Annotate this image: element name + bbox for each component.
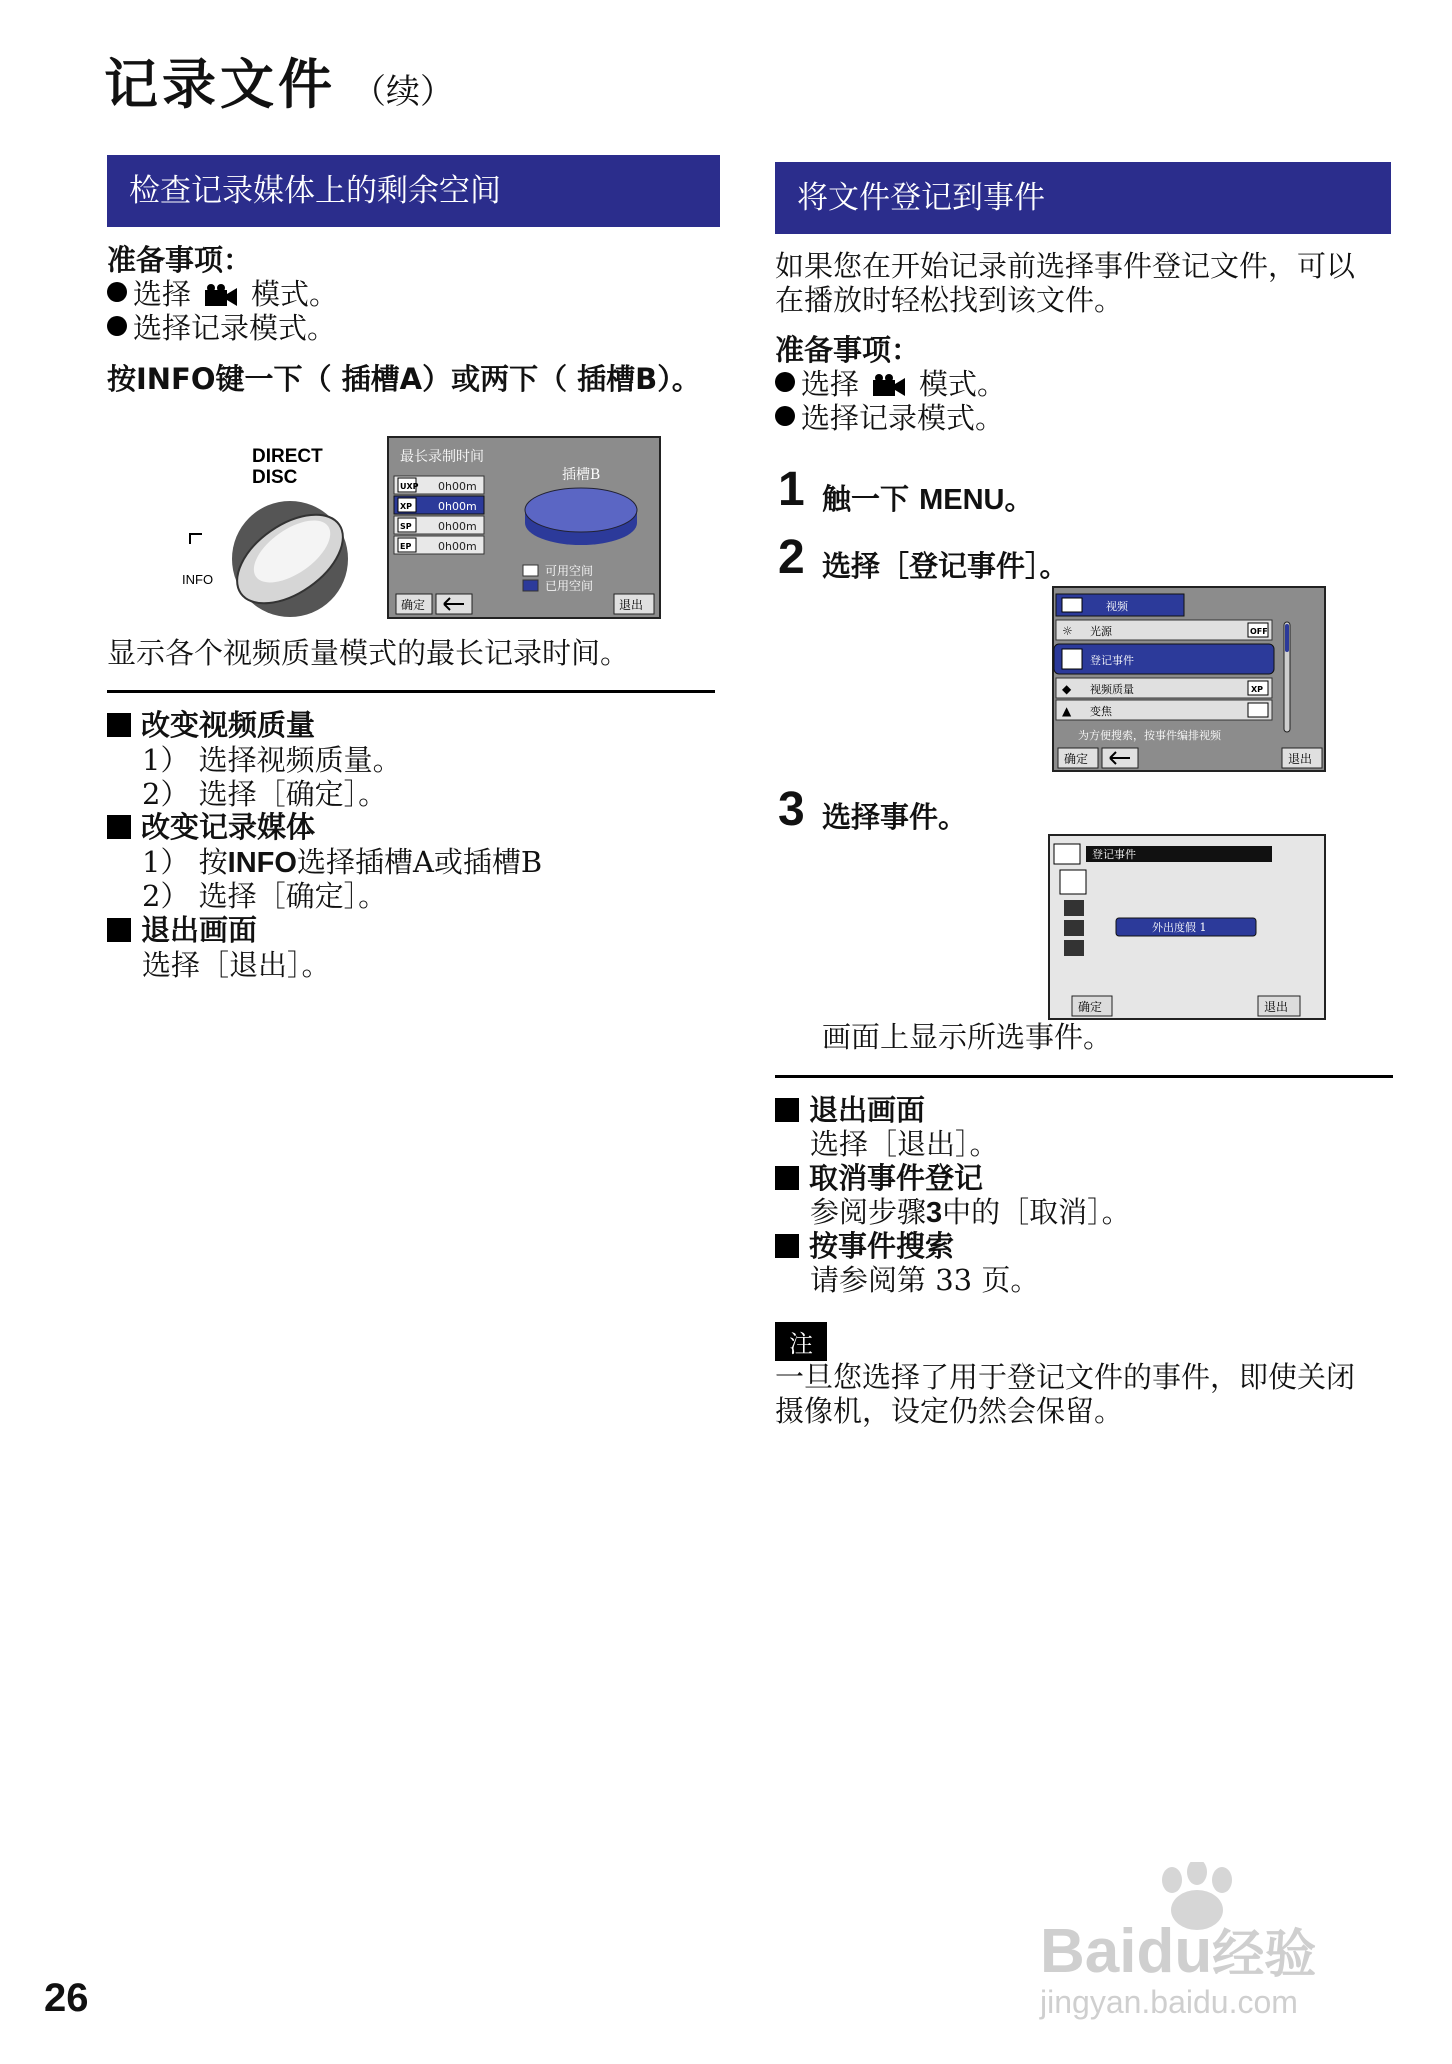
left-section-2-line-1: 1） 按INFO选择插槽A或插槽B <box>142 845 543 879</box>
bullet-icon <box>107 282 127 302</box>
left-caption: 显示各个视频质量模式的最长记录时间。 <box>107 636 630 670</box>
step-2-number: 2 <box>778 531 805 584</box>
legend-used-swatch <box>523 580 538 591</box>
info-button-figure <box>178 432 668 622</box>
palm-tree-icon <box>1060 870 1086 894</box>
right-section-3-title: 按事件搜索 <box>775 1229 954 1263</box>
slot-label: 插槽B <box>562 467 601 483</box>
info-pointer <box>190 534 202 544</box>
square-bullet-icon <box>107 713 131 737</box>
ok-label: 确定 <box>1064 752 1089 766</box>
left-prep-title: 准备事项： <box>107 243 253 277</box>
step-1-number: 1 <box>778 463 805 516</box>
left-prep-item-1: 选择 模式。 <box>107 277 338 311</box>
menu-item-label: 变焦 <box>1090 705 1112 718</box>
left-prep-item-2: 选择记录模式。 <box>107 311 336 345</box>
register-event-icon <box>1062 649 1082 669</box>
square-bullet-icon <box>775 1234 799 1258</box>
right-section-1-line: 选择［退出］。 <box>810 1127 999 1161</box>
right-intro-line-2: 在播放时轻松找到该文件。 <box>775 283 1124 317</box>
event-icon-3 <box>1064 920 1084 936</box>
screen-title: 最长录制时间 <box>400 449 484 465</box>
ok-label: 确定 <box>401 598 426 612</box>
step-3-number: 3 <box>778 783 805 836</box>
quality-value: XP <box>1251 685 1264 694</box>
right-divider <box>775 1075 1393 1078</box>
square-bullet-icon <box>107 918 131 942</box>
legend-used-label: 已用空间 <box>545 579 594 593</box>
left-section-2-line-2: 2） 选择［确定］。 <box>142 879 388 913</box>
right-prep-item-1: 选择 模式。 <box>775 367 1006 401</box>
page-title: 记录文件 （续） <box>104 53 454 116</box>
bullet-icon <box>775 372 795 392</box>
legend-free-swatch <box>523 565 538 576</box>
left-section-2-title: 改变记录媒体 <box>107 810 315 844</box>
square-bullet-icon <box>775 1098 799 1122</box>
mode-label: UXP <box>400 482 419 491</box>
time-label: 0h00m <box>438 520 477 533</box>
event-screen-title: 登记事件 <box>1092 848 1136 861</box>
bullet-icon <box>107 316 127 336</box>
mode-label: SP <box>400 522 412 531</box>
step-3-text: 选择事件。 <box>822 800 968 834</box>
selected-event-label: 外出度假 1 <box>1152 921 1207 934</box>
right-section-header: 将文件登记到事件 <box>775 162 1391 234</box>
mode-label: XP <box>400 502 413 511</box>
page-number: 26 <box>44 1976 89 2020</box>
time-label: 0h00m <box>438 480 477 493</box>
left-section-1-line-2: 2） 选择［确定］。 <box>142 777 388 811</box>
left-section-1-line-1: 1） 选择视频质量。 <box>142 743 402 777</box>
disc-label: DISC <box>252 467 298 488</box>
time-label: 0h00m <box>438 500 477 513</box>
event-screen <box>1048 834 1326 1020</box>
event-icon-4 <box>1064 940 1084 956</box>
watermark-url: jingyan.baidu.com <box>1040 1984 1298 2020</box>
note-line-2: 摄像机，设定仍然会保留。 <box>775 1394 1124 1428</box>
direct-label: DIRECT <box>252 446 323 467</box>
left-section-1-title: 改变视频质量 <box>107 708 315 742</box>
light-value: OFF <box>1250 627 1268 636</box>
menu-item-label: 登记事件 <box>1090 654 1134 667</box>
baidu-watermark <box>1040 1862 1400 2022</box>
event-icon-2 <box>1064 900 1084 916</box>
ok-label: 确定 <box>1078 1000 1103 1014</box>
right-prep-item-2: 选择记录模式。 <box>775 401 1004 435</box>
video-camera-icon <box>205 284 237 306</box>
menu-list <box>1054 620 1274 720</box>
light-icon: ☼ <box>1062 624 1073 638</box>
left-section-3-line-1: 选择［退出］。 <box>142 948 331 982</box>
left-section-3-title: 退出画面 <box>107 913 257 947</box>
quality-icon: ◆ <box>1062 682 1072 696</box>
time-label: 0h00m <box>438 540 477 553</box>
exit-label: 退出 <box>619 598 644 612</box>
legend-free-label: 可用空间 <box>545 564 594 578</box>
mode-label: EP <box>400 542 412 551</box>
step-3-caption: 画面上显示所选事件。 <box>822 1020 1113 1054</box>
left-section-header: 检查记录媒体上的剩余空间 <box>107 155 720 227</box>
square-bullet-icon <box>107 815 131 839</box>
step-1-text: 触一下 MENU。 <box>822 482 1034 516</box>
exit-label: 退出 <box>1288 752 1313 766</box>
zoom-icon: ▲ <box>1062 704 1072 718</box>
video-tab-icon <box>1062 598 1082 612</box>
menu-hint: 为方便搜索，按事件编排视频 <box>1078 729 1221 742</box>
scrollbar-thumb <box>1285 624 1289 652</box>
square-bullet-icon <box>775 1166 799 1190</box>
video-tab-icon <box>1054 844 1080 864</box>
watermark-brand: Baidu经验 <box>1040 1917 1317 1986</box>
video-camera-icon <box>873 374 905 396</box>
right-section-3-line: 请参阅第 33 页。 <box>810 1263 1040 1297</box>
step-2-text: 选择［登记事件］。 <box>822 549 1069 583</box>
right-section-2-line: 参阅步骤3中的［取消］。 <box>810 1195 1131 1229</box>
note-tag: 注 <box>775 1322 827 1361</box>
menu-tab-label: 视频 <box>1106 600 1128 613</box>
exit-label: 退出 <box>1264 1000 1289 1014</box>
menu-screen <box>1052 586 1326 772</box>
left-instruction: 按INFO键一下（ 插槽A）或两下（ 插槽B）。 <box>107 362 701 396</box>
bullet-icon <box>775 406 795 426</box>
left-divider <box>107 690 715 693</box>
right-prep-title: 准备事项： <box>775 333 921 367</box>
page-title-suffix: （续） <box>352 72 454 112</box>
menu-item-label: 光源 <box>1090 625 1112 638</box>
right-section-1-title: 退出画面 <box>775 1093 925 1127</box>
right-intro-line-1: 如果您在开始记录前选择事件登记文件，可以 <box>775 249 1356 283</box>
menu-item-label: 视频质量 <box>1090 683 1134 696</box>
info-label: INFO <box>182 572 214 587</box>
note-line-1: 一旦您选择了用于登记文件的事件，即使关闭 <box>775 1360 1356 1394</box>
right-section-2-title: 取消事件登记 <box>775 1161 983 1195</box>
